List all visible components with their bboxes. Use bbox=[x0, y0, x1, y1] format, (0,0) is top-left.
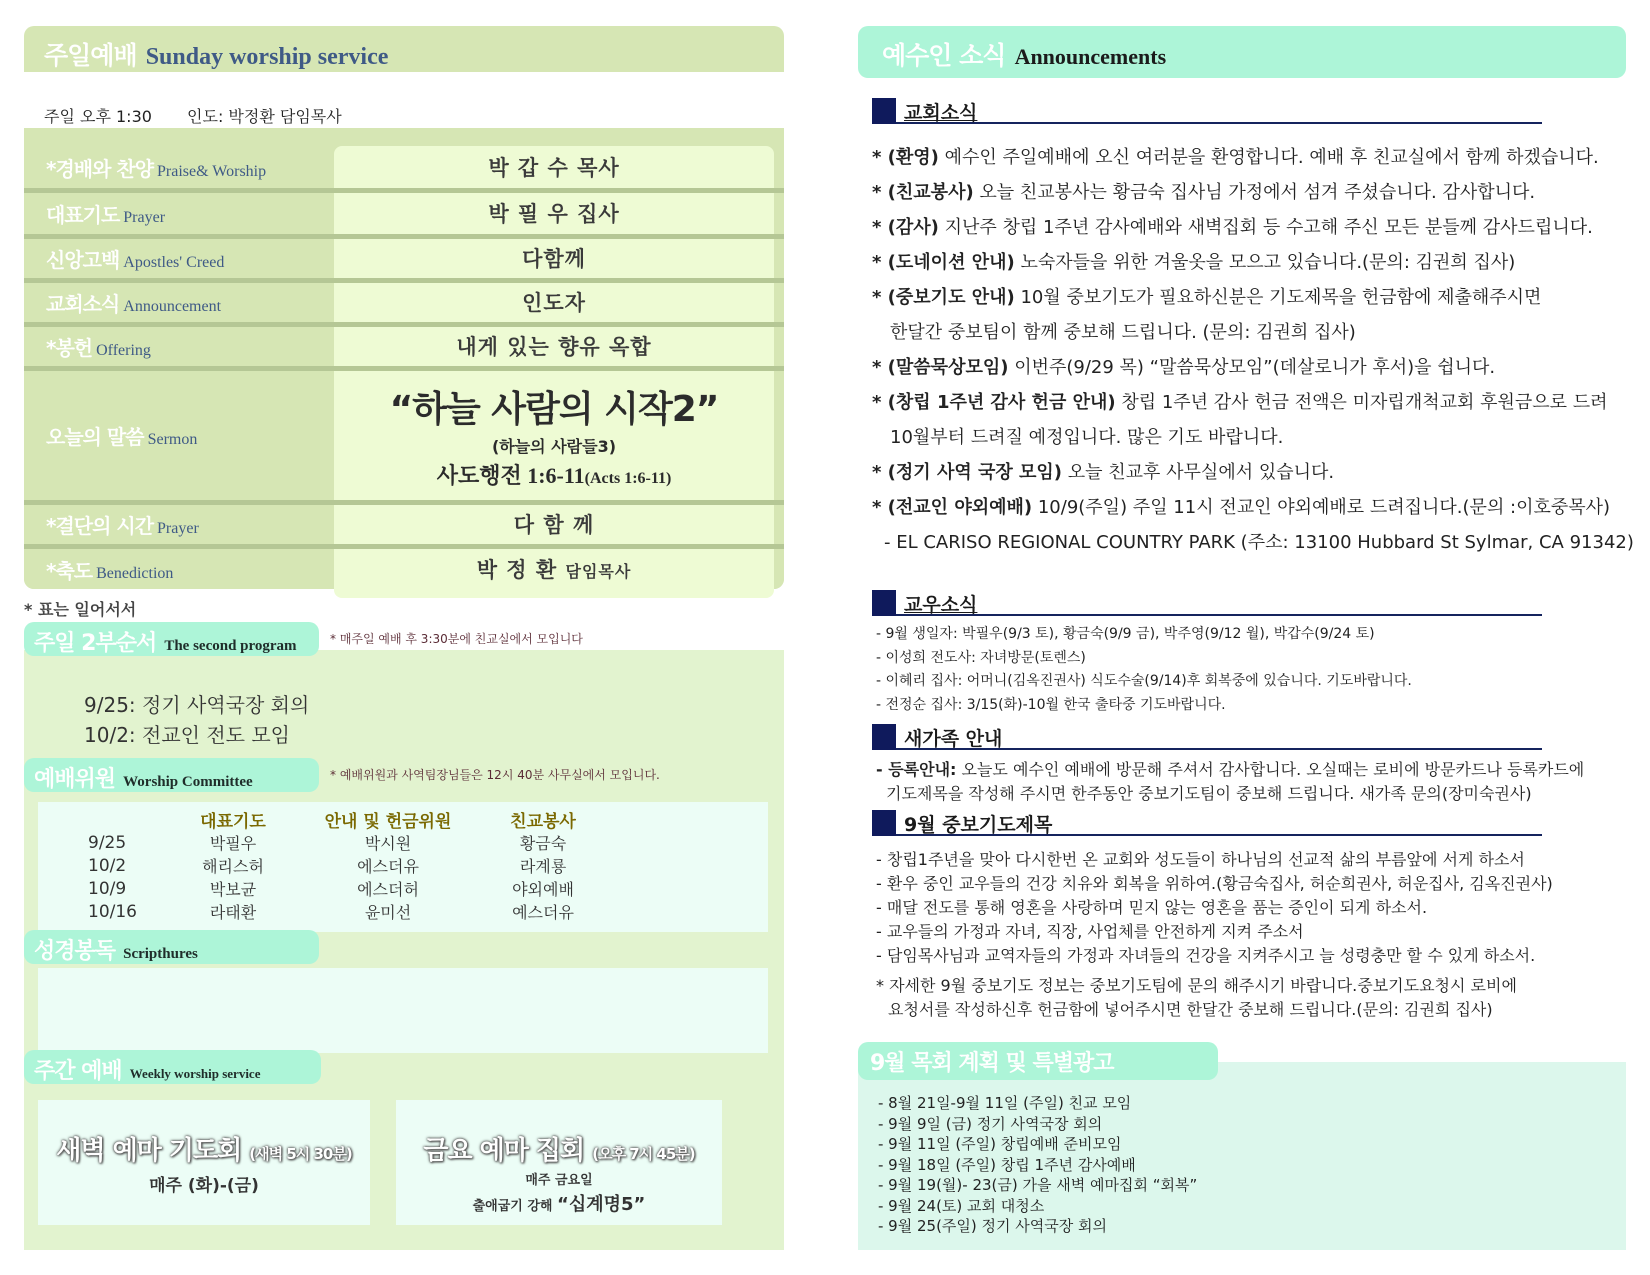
list-item: - 8월 21일-9월 11일 (주일) 친교 모임 bbox=[878, 1094, 1132, 1112]
sermon-title: “하늘 사람의 시작2” bbox=[389, 388, 719, 430]
list-item-continued: 한달간 중보팀이 함께 중보해 드립니다. (문의: 김권희 집사) bbox=[890, 322, 1356, 343]
church-news-heading bbox=[872, 96, 1542, 124]
committee-title-en: Worship Committee bbox=[123, 774, 253, 790]
order-value: 다함께 bbox=[522, 247, 586, 271]
lower-left-panel bbox=[24, 631, 784, 1250]
order-row-benediction bbox=[24, 548, 784, 590]
order-value: 내게 있는 향유 옥합 bbox=[456, 335, 652, 359]
cell: 에스더유 bbox=[357, 857, 419, 876]
header-cell: 친교봉사 bbox=[510, 812, 576, 832]
list-item: - 전정순 집사: 3/15(화)-10월 한국 출타중 기도바랍니다. bbox=[876, 696, 1226, 713]
list-item bbox=[872, 245, 1634, 280]
order-value: 인도자 bbox=[522, 291, 586, 315]
service-leader: 인도: 박정환 담임목사 bbox=[187, 107, 342, 126]
order-label-en: Prayer bbox=[157, 519, 199, 537]
list-item bbox=[872, 210, 1634, 245]
new-family-heading bbox=[872, 722, 1542, 750]
friday-time: (오후 7시 45분) bbox=[592, 1145, 695, 1163]
order-label-ko: *결단의 시간 bbox=[46, 513, 154, 538]
item-text: 오늘 친교봉사는 황금숙 집사님 가정에서 섬겨 주셨습니다. 감사합니다. bbox=[973, 182, 1536, 203]
plan-tab bbox=[858, 1042, 1218, 1080]
sermon-reference-en: (Acts 1:6-11) bbox=[584, 469, 672, 487]
table-row bbox=[88, 854, 608, 877]
registration-tag: - 등록안내: bbox=[876, 760, 957, 779]
cell: 윤미선 bbox=[364, 903, 412, 922]
scripture-title-ko: 성경봉독 bbox=[34, 939, 116, 964]
list-item bbox=[872, 175, 1634, 210]
list-item bbox=[872, 140, 1634, 175]
cell: 황금숙 bbox=[519, 834, 567, 853]
list-item: - 담임목사님과 교역자들의 가정과 자녀들의 건강을 지켜주시고 늘 성령충만 할 수 있게 하소서. bbox=[876, 946, 1536, 965]
list-item: 9/25: 정기 사역국장 회의 bbox=[84, 693, 310, 717]
second-program-tab bbox=[24, 622, 319, 656]
benediction-title: 담임목사 bbox=[565, 562, 632, 581]
sermon-block bbox=[334, 381, 774, 490]
order-row-praise bbox=[24, 146, 784, 188]
order-label-ko: *봉헌 bbox=[46, 335, 93, 360]
list-item: - 매달 전도를 통해 영혼을 사랑하며 믿지 않는 영혼을 품는 증인이 되게 하소서. bbox=[876, 898, 1428, 917]
order-label-en: Announcement bbox=[123, 297, 222, 315]
order-row-creed bbox=[24, 238, 784, 278]
plan-title: 9월 목회 계획 및 특별광고 bbox=[870, 1051, 1114, 1076]
dawn-prayer-title bbox=[38, 1130, 370, 1167]
cell: 예스더유 bbox=[512, 903, 574, 922]
item-text: 지난주 창립 1주년 감사예배와 새벽집회 등 수고해 주신 모든 분들께 감사드립니다. bbox=[938, 217, 1593, 238]
item-text: 10/9(주일) 주일 11시 전교인 야외예배로 드려집니다.(문의 :이호중목사) bbox=[1032, 497, 1611, 518]
section-square-icon bbox=[872, 724, 896, 750]
cell: 박시원 bbox=[364, 834, 412, 853]
committee-table bbox=[38, 802, 768, 932]
list-item bbox=[872, 280, 1634, 315]
weekly-tab bbox=[24, 1050, 321, 1084]
item-tag: * (감사) bbox=[872, 217, 939, 238]
table-row bbox=[88, 877, 608, 900]
list-item: - 9월 생일자: 박필우(9/3 토), 황금숙(9/9 금), 박주영(9/12 월), 박갑수(9/24 토) bbox=[876, 626, 1375, 642]
weekly-title-ko: 주간 예배 bbox=[34, 1059, 122, 1084]
sermon-subtitle: (하늘의 사람들3) bbox=[491, 436, 617, 456]
friday-title-text: 금요 예마 집회 bbox=[423, 1136, 585, 1166]
item-tag: * (말씀묵상모임) bbox=[872, 357, 1009, 378]
sunday-worship-header bbox=[24, 26, 784, 72]
sermon-reference bbox=[334, 459, 774, 490]
order-row-decision bbox=[24, 504, 784, 544]
list-item: - 환우 중인 교우들의 건강 치유와 회복을 위하여.(황금숙집사, 허순희권사, 허운집사, 김옥진권사) bbox=[876, 874, 1553, 893]
announcements-title-ko: 예수인 소식 bbox=[882, 41, 1006, 70]
list-item bbox=[872, 455, 1634, 490]
second-program-note: * 매주일 예배 후 3:30분에 친교실에서 모입니다 bbox=[330, 632, 583, 646]
cell: 야외예배 bbox=[512, 880, 574, 899]
item-text: 예수인 주일예배에 오신 여러분을 환영합니다. 예배 후 친교실에서 함께 하겠습니다. bbox=[938, 147, 1599, 168]
section-title: 교회소식 bbox=[904, 102, 978, 124]
header-cell: 안내 및 헌금위원 bbox=[324, 812, 452, 832]
order-label-en: Benediction bbox=[96, 564, 174, 582]
order-label-ko: 오늘의 말씀 bbox=[46, 424, 144, 449]
prayer-note: 요청서를 작성하신후 헌금함에 넣어주시면 한달간 중보해 드립니다.(문의: 김권희 집사) bbox=[888, 1000, 1493, 1019]
item-tag: * (도네이션 안내) bbox=[872, 252, 1015, 273]
list-item: - 9월 18일 (주일) 창립 1주년 감사예배 bbox=[878, 1155, 1136, 1174]
announcements-header bbox=[858, 26, 1626, 78]
registration-text: 오늘도 예수인 예배에 방문해 주셔서 감사합니다. 오실때는 로비에 방문카드나 등록카드에 bbox=[956, 760, 1585, 779]
order-label-ko: *경배와 찬양 bbox=[46, 156, 154, 181]
sunday-worship-panel bbox=[24, 26, 784, 589]
header-cell: 대표기도 bbox=[200, 812, 266, 832]
member-news-list bbox=[876, 623, 1412, 717]
cell: 박보균 bbox=[209, 880, 257, 899]
item-tag: * (창립 1주년 감사 헌금 안내) bbox=[872, 392, 1116, 413]
cell: 해리스허 bbox=[202, 857, 264, 876]
list-item bbox=[872, 350, 1634, 385]
lecture-prefix: 출애굽기 강해 bbox=[472, 1199, 553, 1214]
section-square-icon bbox=[872, 590, 896, 616]
order-label-ko: 대표기도 bbox=[46, 202, 120, 227]
member-news-heading bbox=[872, 588, 1542, 616]
new-family-text bbox=[876, 758, 1584, 806]
new-family-line: 기도제목을 작성해 주시면 한주동안 중보기도팀이 중보해 드립니다. 새가족 문의(장미숙권사) bbox=[886, 784, 1532, 803]
date-cell: 10/9 bbox=[88, 878, 127, 899]
prayer-topics-heading bbox=[872, 808, 1542, 836]
new-family-line bbox=[876, 758, 1584, 782]
sunday-title-en: Sunday worship service bbox=[145, 44, 389, 70]
order-label-ko: *축도 bbox=[46, 558, 93, 583]
item-tag: * (친교봉사) bbox=[872, 182, 974, 203]
table-row bbox=[88, 900, 608, 923]
dawn-title-text: 새벽 예마 기도회 bbox=[56, 1136, 242, 1166]
cell: 박필우 bbox=[209, 834, 257, 853]
second-program-list bbox=[84, 690, 309, 750]
plan-list bbox=[878, 1093, 1197, 1237]
section-square-icon bbox=[872, 810, 896, 836]
weekly-title-en: Weekly worship service bbox=[129, 1066, 261, 1081]
date-cell: 10/2 bbox=[88, 855, 127, 876]
list-item: 10/2: 전교인 전도 모임 bbox=[84, 723, 290, 747]
friday-lecture bbox=[396, 1190, 722, 1216]
stand-note: * 표는 일어서서 bbox=[24, 600, 137, 619]
order-value: 박 갑 수 목사 bbox=[488, 156, 620, 180]
prayer-topics-list bbox=[876, 848, 1553, 1022]
list-item: - 9월 11일 (주일) 창립예배 준비모임 bbox=[878, 1135, 1122, 1153]
dawn-schedule: 매주 (화)-(금) bbox=[149, 1176, 259, 1196]
date-cell: 10/16 bbox=[88, 901, 137, 922]
second-program-title-en: The second program bbox=[164, 638, 297, 654]
list-item: - 이성희 전도사: 자녀방문(토렌스) bbox=[876, 649, 1086, 666]
list-item: - 창립1주년을 맞아 다시한번 온 교회와 성도들이 하나님의 선교적 삶의 부름앞에 서게 하소서 bbox=[876, 850, 1525, 869]
order-label-en: Apostles' Creed bbox=[123, 253, 225, 271]
scripture-tab bbox=[24, 930, 319, 964]
list-item-continued: 10월부터 드려질 예정입니다. 많은 기도 바랍니다. bbox=[890, 427, 1284, 448]
benediction-name: 박 정 환 bbox=[476, 558, 558, 582]
lecture-title: “십계명5” bbox=[557, 1194, 646, 1215]
committee-header-row bbox=[88, 808, 608, 831]
date-cell: 9/25 bbox=[88, 832, 127, 853]
order-label-en: Prayer bbox=[123, 208, 166, 226]
cell: 라태환 bbox=[209, 903, 257, 922]
friday-service-title bbox=[396, 1130, 722, 1167]
announcements-title-en: Announcements bbox=[1014, 44, 1167, 69]
second-program-title-ko: 주일 2부순서 bbox=[34, 631, 157, 656]
order-label-en: Praise& Worship bbox=[157, 162, 267, 180]
scripture-box bbox=[38, 968, 768, 1053]
list-item: - 교우들의 가정과 자녀, 직장, 사업체를 안전하게 지켜 주소서 bbox=[876, 922, 1304, 941]
order-label-en: Sermon bbox=[147, 430, 198, 448]
scripture-title-en: Scripthures bbox=[123, 946, 198, 962]
item-tag: * (정기 사역 국장 모임) bbox=[872, 462, 1063, 483]
prayer-note: * 자세한 9월 중보기도 정보는 중보기도팀에 문의 해주시기 바랍니다.중보기도요청시 로비에 bbox=[876, 976, 1517, 995]
list-item bbox=[872, 385, 1634, 420]
list-item bbox=[872, 490, 1634, 525]
list-item: - 9월 24(토) 교회 대청소 bbox=[878, 1196, 1045, 1215]
sunday-title-ko: 주일예배 bbox=[44, 41, 137, 70]
item-text: 오늘 친교후 사무실에서 있습니다. bbox=[1062, 462, 1335, 483]
sunday-service-info bbox=[24, 72, 784, 128]
friday-schedule: 매주 금요일 bbox=[525, 1173, 593, 1188]
section-title: 9월 중보기도제목 bbox=[904, 814, 1053, 836]
order-row-offering bbox=[24, 326, 784, 366]
order-row-sermon bbox=[24, 370, 784, 500]
list-item: - 9월 9일 (금) 정기 사역국장 회의 bbox=[878, 1114, 1103, 1133]
table-row bbox=[88, 831, 608, 854]
service-time: 주일 오후 1:30 bbox=[44, 107, 152, 126]
cell: 라계룡 bbox=[519, 857, 567, 876]
section-title: 교우소식 bbox=[904, 594, 978, 616]
order-row-announcement bbox=[24, 282, 784, 322]
item-text: 노숙자들을 위한 겨울옷을 모으고 있습니다.(문의: 김권희 집사) bbox=[1014, 252, 1516, 273]
order-label-en: Offering bbox=[96, 341, 151, 359]
section-square-icon bbox=[872, 98, 896, 124]
section-title: 새가족 안내 bbox=[904, 728, 1003, 750]
friday-service-box bbox=[396, 1100, 722, 1225]
order-of-service bbox=[24, 128, 784, 589]
order-label-ko: 신앙고백 bbox=[46, 247, 120, 272]
item-tag: * (중보기도 안내) bbox=[872, 287, 1015, 308]
sermon-reference-ko: 사도행전 1:6-11 bbox=[436, 462, 585, 488]
list-item: - 이혜리 집사: 어머니(김옥진권사) 식도수술(9/14)후 회복중에 있습니다. 기도바랍니다. bbox=[876, 673, 1412, 689]
list-item: - 9월 19(월)- 23(금) 가을 새벽 예마집회 “회복” bbox=[878, 1176, 1198, 1194]
item-text: 이번주(9/29 목) “말씀묵상모임”(데살로니가 후서)을 쉽니다. bbox=[1008, 357, 1496, 378]
list-item: - 9월 25(주일) 정기 사역국장 회의 bbox=[878, 1217, 1107, 1235]
order-value: 박 필 우 집사 bbox=[488, 202, 620, 226]
list-item-continued: - EL CARISO REGIONAL COUNTRY PARK (주소: 13100 Hubbard St Sylmar, CA 91342) bbox=[884, 532, 1634, 553]
order-row-prayer bbox=[24, 192, 784, 234]
church-news-list bbox=[872, 140, 1634, 560]
dawn-time: (새벽 5시 30분) bbox=[249, 1145, 352, 1163]
committee-tab bbox=[24, 758, 319, 792]
order-value: 다 함 께 bbox=[513, 513, 595, 537]
item-text: 10월 중보기도가 필요하신분은 기도제목을 헌금함에 제출해주시면 bbox=[1014, 287, 1542, 308]
order-value bbox=[334, 554, 774, 584]
item-tag: * (전교인 야외예배) bbox=[872, 497, 1033, 518]
order-label-ko: 교회소식 bbox=[46, 291, 120, 316]
cell: 에스더허 bbox=[357, 880, 419, 899]
item-tag: * (환영) bbox=[872, 147, 939, 168]
committee-title-ko: 예배위원 bbox=[34, 767, 116, 792]
dawn-prayer-box bbox=[38, 1100, 370, 1225]
committee-note: * 예배위원과 사역팀장님들은 12시 40분 사무실에서 모입니다. bbox=[330, 768, 660, 782]
item-text: 창립 1주년 감사 헌금 전액은 미자립개척교회 후원금으로 드려 bbox=[1115, 392, 1608, 413]
